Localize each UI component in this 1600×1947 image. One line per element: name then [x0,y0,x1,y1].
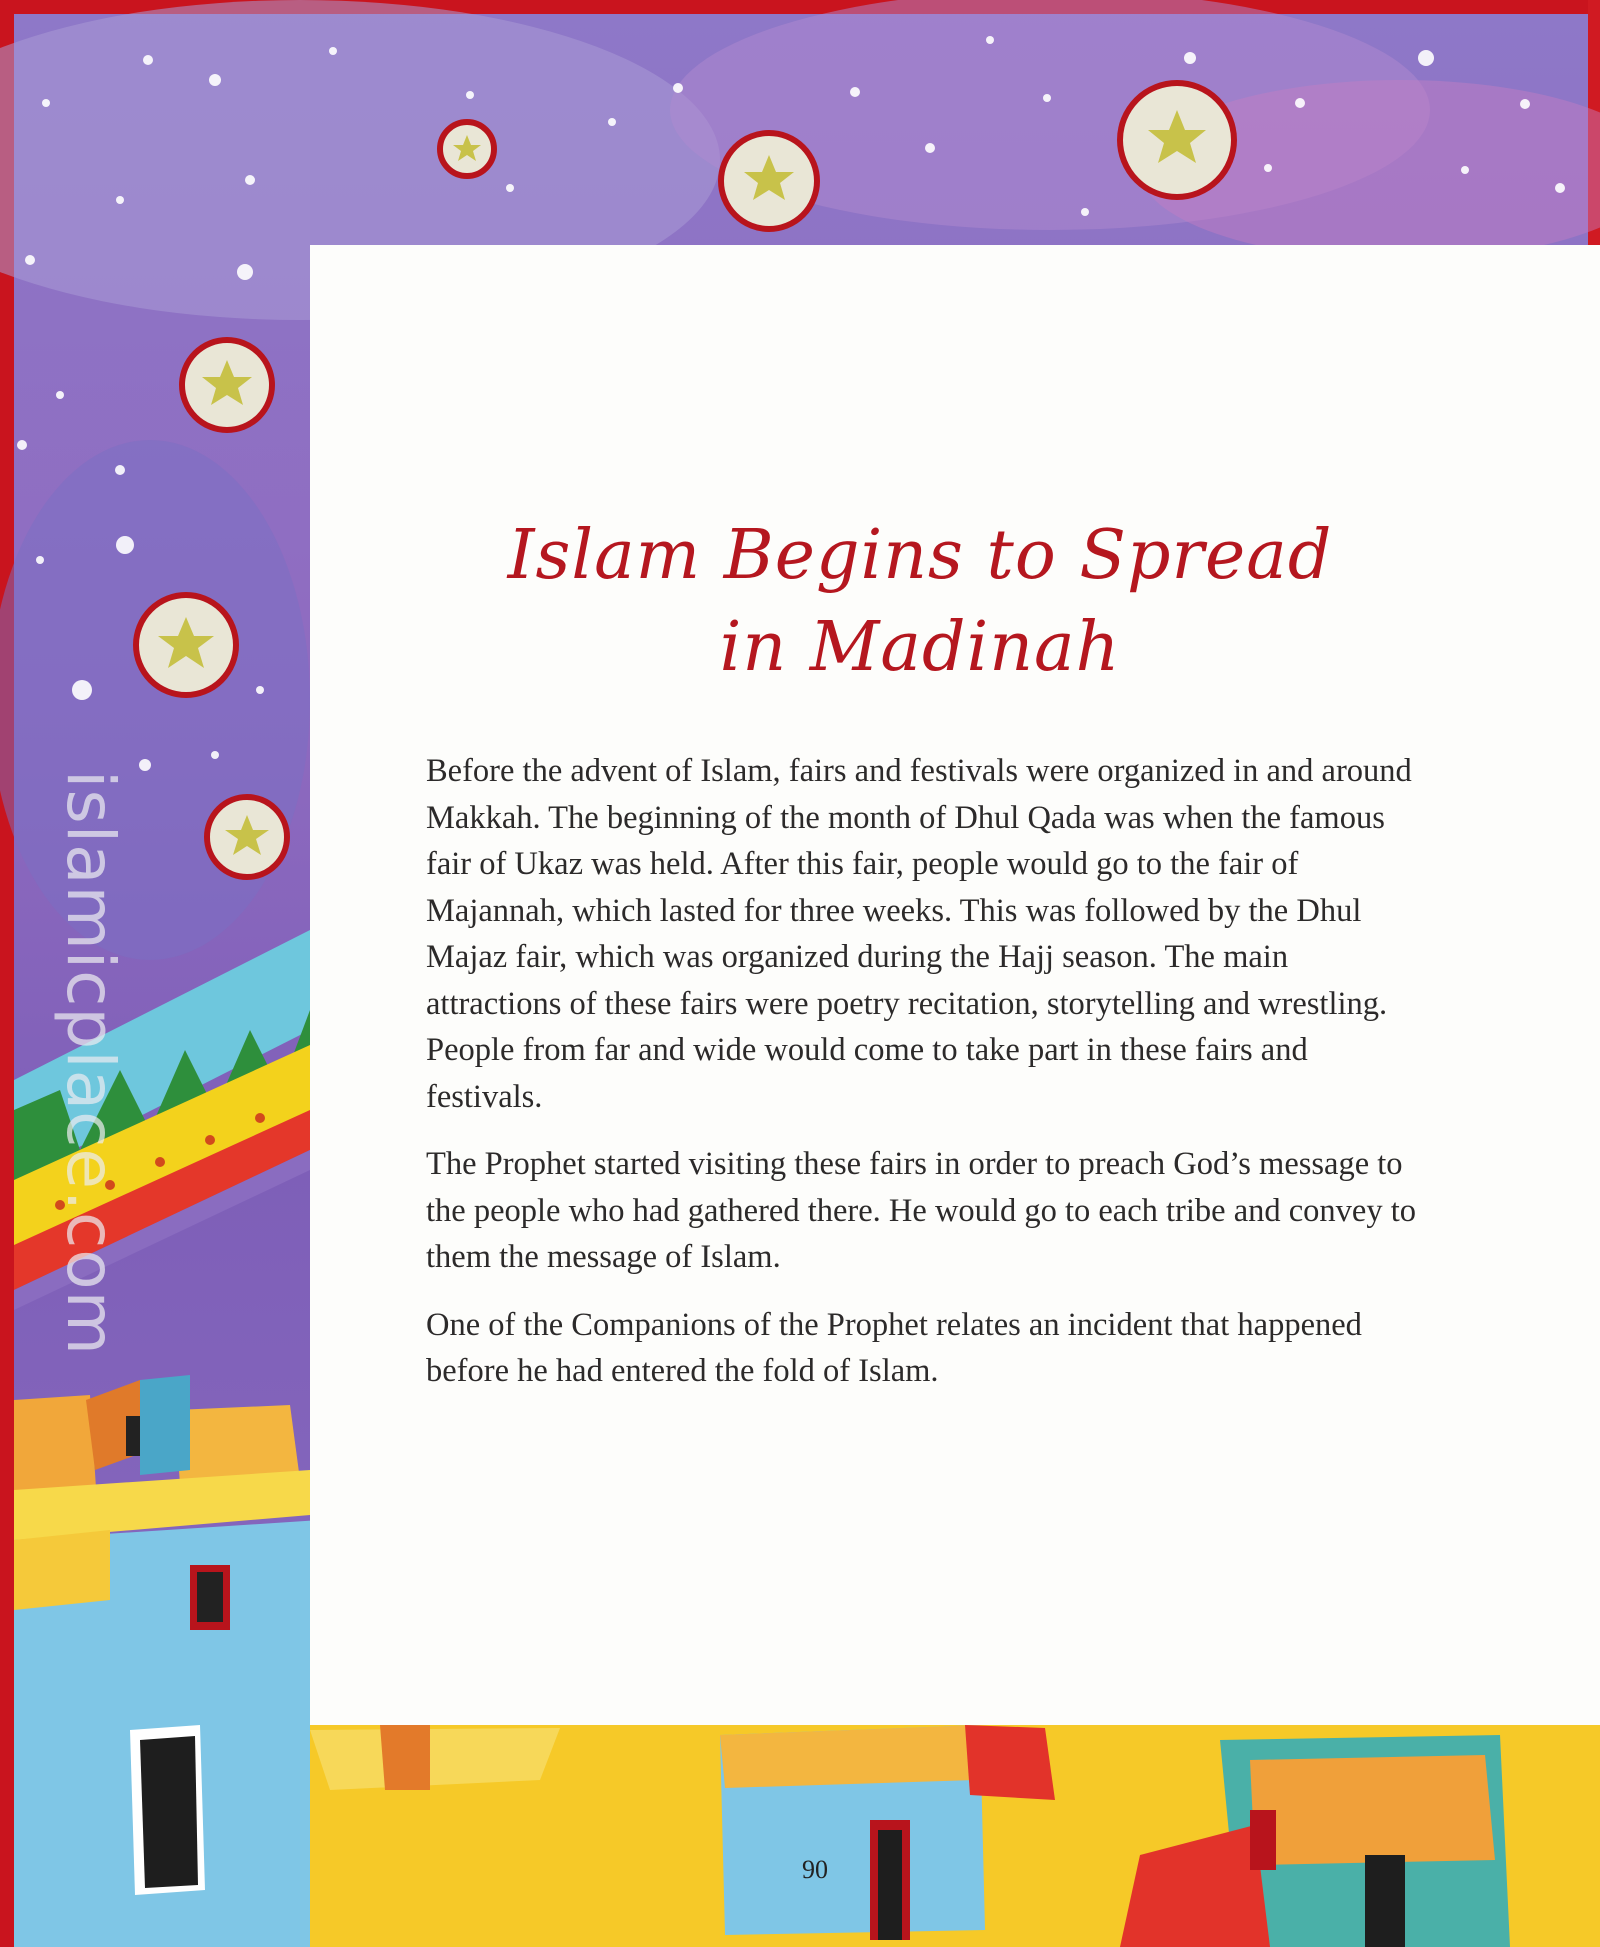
paragraph-1: Before the advent of Islam, fairs and festivals were organized in and around Makkah. The beginning of the month of Dhul Qada was when the famous fair of Ukaz was held. After this fair, people would go to the fair of Majannah, which lasted for three weeks. This was followed by the Dhul Majaz fair, which was organized during the Hajj season. The main attractions of these fairs were poetry recitation, storytelling and wrestling. People from far and wide would come to take part in these fairs and festivals. [426,753,1412,1115]
page-number: 90 [802,1855,828,1884]
paragraph-3: One of the Companions of the Prophet relates an incident that happened before he had entered the fold of Islam. [426,1306,1362,1389]
watermark: islamicplace.com [52,770,129,1356]
page-title [430,510,1410,694]
body-text [426,748,1426,1416]
title-line-2: in Madinah [719,608,1121,687]
paragraph-2: The Prophet started visiting these fairs in order to preach God’s message to the people who had gathered there. He would go to each tribe and convey to them the message of Islam. [426,1146,1416,1275]
title-line-1: Islam Begins to Spread [507,516,1333,595]
